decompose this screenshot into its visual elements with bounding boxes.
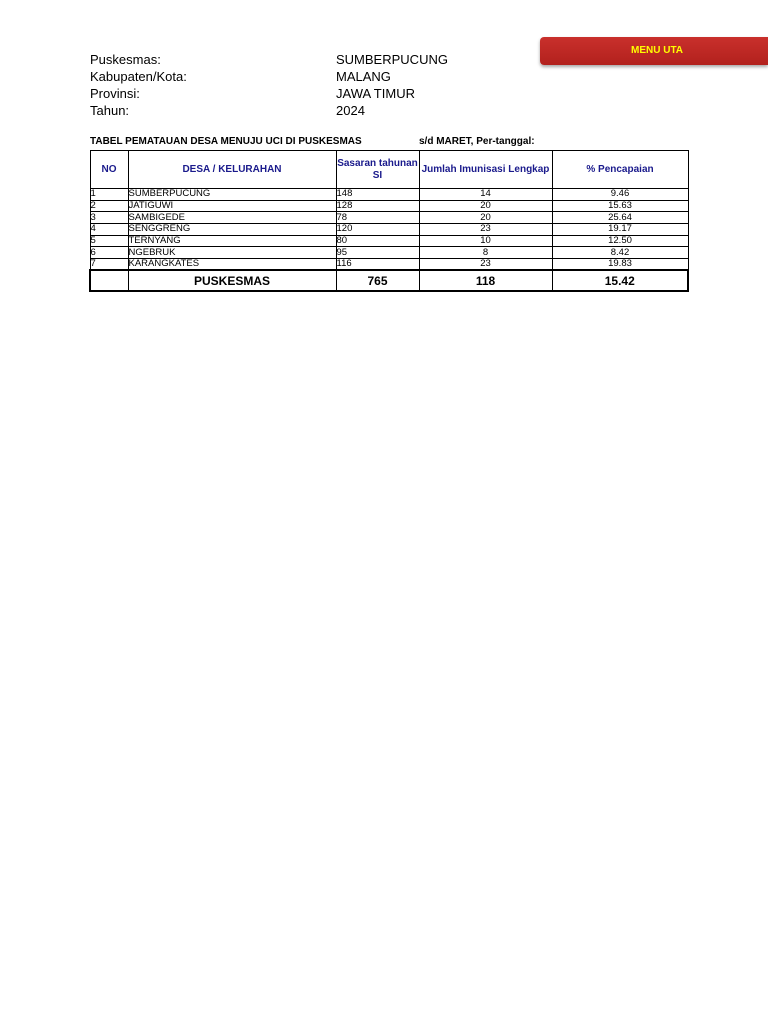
total-label: PUSKESMAS: [128, 270, 336, 291]
info-label: Tahun:: [90, 103, 130, 118]
cell-sasaran: 95: [336, 247, 419, 259]
info-row-puskesmas: [90, 51, 450, 68]
header-sasaran: Sasaran tahunan SI: [336, 151, 419, 189]
table-row: [90, 247, 688, 259]
cell-sasaran: 116: [336, 259, 419, 271]
info-value: SUMBERPUCUNG: [336, 52, 448, 67]
cell-no: 1: [90, 189, 128, 201]
cell-sasaran: 78: [336, 212, 419, 224]
cell-no: 4: [90, 224, 128, 236]
cell-persen: 9.46: [552, 189, 688, 201]
cell-jumlah: 23: [419, 224, 552, 236]
total-sasaran: 765: [336, 270, 419, 291]
total-row: [90, 270, 688, 291]
cell-no: 2: [90, 200, 128, 212]
total-empty: [90, 270, 128, 291]
table-header-row: [90, 151, 688, 189]
cell-no: 5: [90, 235, 128, 247]
cell-sasaran: 80: [336, 235, 419, 247]
cell-persen: 25.64: [552, 212, 688, 224]
cell-desa: SENGGRENG: [128, 224, 336, 236]
uci-table: [89, 150, 689, 292]
table-row: [90, 189, 688, 201]
cell-desa: JATIGUWI: [128, 200, 336, 212]
cell-persen: 8.42: [552, 247, 688, 259]
cell-persen: 19.83: [552, 259, 688, 271]
table-title: TABEL PEMATAUAN DESA MENUJU UCI DI PUSKESMAS: [90, 136, 362, 147]
cell-no: 6: [90, 247, 128, 259]
cell-jumlah: 14: [419, 189, 552, 201]
table-row: [90, 235, 688, 247]
info-value: JAWA TIMUR: [336, 86, 415, 101]
total-jumlah: 118: [419, 270, 552, 291]
cell-jumlah: 10: [419, 235, 552, 247]
puskesmas-info: [90, 51, 450, 119]
table-row: [90, 224, 688, 236]
info-value: 2024: [336, 103, 365, 118]
cell-no: 7: [90, 259, 128, 271]
table-period: s/d MARET, Per-tanggal:: [419, 136, 535, 147]
info-row-kabupaten: [90, 68, 450, 85]
menu-button-label: MENU UTA: [631, 45, 684, 56]
cell-no: 3: [90, 212, 128, 224]
info-label: Puskesmas:: [90, 52, 161, 67]
header-jumlah: Jumlah Imunisasi Lengkap: [419, 151, 552, 189]
cell-persen: 15.63: [552, 200, 688, 212]
cell-desa: SAMBIGEDE: [128, 212, 336, 224]
cell-desa: NGEBRUK: [128, 247, 336, 259]
info-row-tahun: [90, 102, 450, 119]
header-no: NO: [90, 151, 128, 189]
total-persen: 15.42: [552, 270, 688, 291]
info-label: Kabupaten/Kota:: [90, 69, 187, 84]
menu-utama-button[interactable]: [540, 37, 768, 65]
info-row-provinsi: [90, 85, 450, 102]
table-row: [90, 259, 688, 271]
header-pencapaian: % Pencapaian: [552, 151, 688, 189]
cell-desa: TERNYANG: [128, 235, 336, 247]
cell-jumlah: 20: [419, 212, 552, 224]
cell-sasaran: 120: [336, 224, 419, 236]
header-desa: DESA / KELURAHAN: [128, 151, 336, 189]
cell-jumlah: 8: [419, 247, 552, 259]
info-value: MALANG: [336, 69, 391, 84]
cell-desa: SUMBERPUCUNG: [128, 189, 336, 201]
cell-sasaran: 148: [336, 189, 419, 201]
cell-persen: 19.17: [552, 224, 688, 236]
cell-jumlah: 23: [419, 259, 552, 271]
cell-desa: KARANGKATES: [128, 259, 336, 271]
cell-jumlah: 20: [419, 200, 552, 212]
cell-sasaran: 128: [336, 200, 419, 212]
table-row: [90, 200, 688, 212]
info-label: Provinsi:: [90, 86, 140, 101]
cell-persen: 12.50: [552, 235, 688, 247]
table-row: [90, 212, 688, 224]
